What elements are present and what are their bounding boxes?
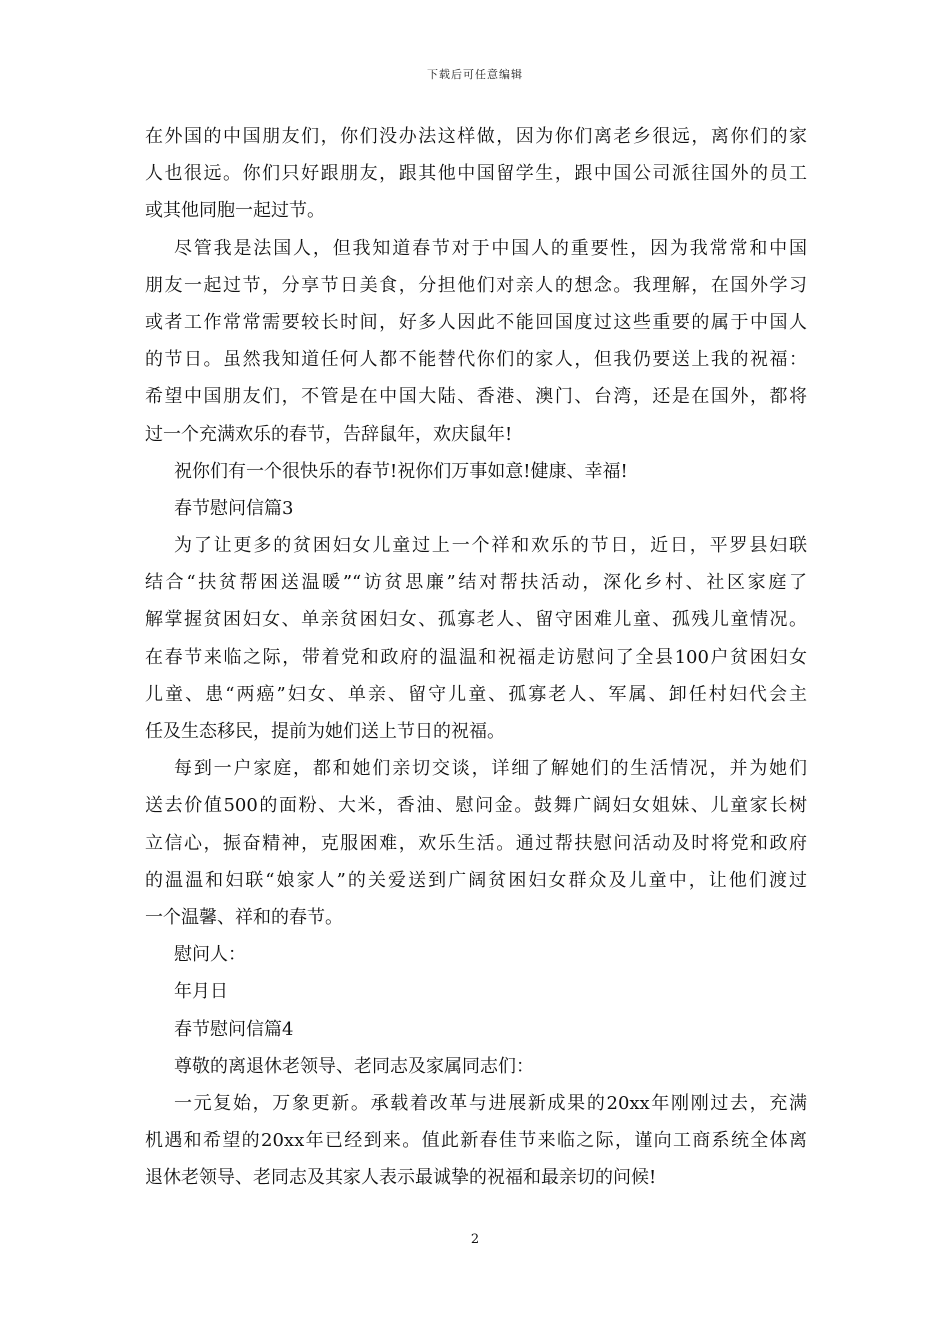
text-line: 春节慰问信篇4	[174, 1018, 294, 1040]
download-note: 下载后可任意编辑	[427, 68, 523, 81]
text-line: 或者工作常常需要较长时间，好多人因此不能回国度过这些重要的属于中国人	[145, 311, 807, 333]
text-line: 任及生态移民，提前为她们送上节日的祝福。	[145, 721, 505, 742]
page-number: 2	[470, 1232, 480, 1247]
text-line: 或其他同胞一起过节。	[145, 200, 325, 222]
text-line: 送去价值500的面粉、大米，香油、慰问金。鼓舞广阔妇女姐妹、儿童家长树	[145, 795, 807, 817]
text-line: 儿童、患“两癌”妇女、单亲、留守儿童、孤寡老人、军属、卸任村妇代会主	[145, 683, 807, 705]
text-line: 立信心，振奋精神，克服困难，欢乐生活。通过帮扶慰问活动及时将党和政府	[145, 832, 807, 854]
text-line: 每到一户家庭，都和她们亲切交谈，详细了解她们的生活情况，并为她们	[174, 758, 807, 780]
text-line: 慰问人：	[174, 944, 246, 966]
text-line: 人也很远。你们只好跟朋友，跟其他中国留学生，跟中国公司派往国外的员工	[145, 163, 807, 185]
text-line: 希望中国朋友们，不管是在中国大陆、香港、澳门、台湾，还是在国外，都将	[145, 386, 807, 408]
text-line: 解掌握贫困妇女、单亲贫困妇女、孤寡老人、留守困难儿童、孤残儿童情况。	[145, 609, 807, 631]
document-body	[145, 118, 807, 1196]
text-line: 结合“扶贫帮困送温暖”“访贫思廉”结对帮扶活动，深化乡村、社区家庭了	[145, 572, 807, 594]
text-line: 尊敬的离退休老领导、老同志及家属同志们：	[174, 1055, 534, 1077]
text-line: 在春节来临之际，带着党和政府的温温和祝福走访慰问了全县100户贫困妇女	[145, 646, 807, 668]
text-line: 祝你们有一个很快乐的春节!祝你们万事如意!健康、幸福!	[174, 460, 628, 482]
text-line: 一元复始，万象更新。承载着改革与进展新成果的20xx年刚刚过去，充满	[174, 1092, 807, 1114]
text-line: 为了让更多的贫困妇女儿童过上一个祥和欢乐的节日，近日，平罗县妇联	[174, 535, 807, 557]
text-line: 春节慰问信篇3	[174, 497, 294, 519]
text-line: 退休老领导、老同志及其家人表示最诚挚的祝福和最亲切的问候!	[145, 1167, 657, 1189]
text-line: 朋友一起过节，分享节日美食，分担他们对亲人的想念。我理解，在国外学习	[145, 274, 807, 296]
text-line: 在外国的中国朋友们，你们没办法这样做，因为你们离老乡很远，离你们的家	[145, 126, 807, 147]
text-line: 过一个充满欢乐的春节，告辞鼠年，欢庆鼠年!	[145, 423, 513, 445]
text-line: 机遇和希望的20xx年已经到来。值此新春佳节来临之际，谨向工商系统全体离	[145, 1130, 807, 1152]
text-line: 年月日	[174, 981, 228, 1003]
text-line: 的节日。虽然我知道任何人都不能替代你们的家人，但我仍要送上我的祝福：	[145, 349, 807, 371]
text-line: 尽管我是法国人，但我知道春节对于中国人的重要性，因为我常常和中国	[174, 237, 807, 259]
text-line: 一个温馨、祥和的春节。	[145, 906, 343, 928]
text-line: 的温温和妇联“娘家人”的关爱送到广阔贫困妇女群众及儿童中，让他们渡过	[145, 869, 807, 891]
